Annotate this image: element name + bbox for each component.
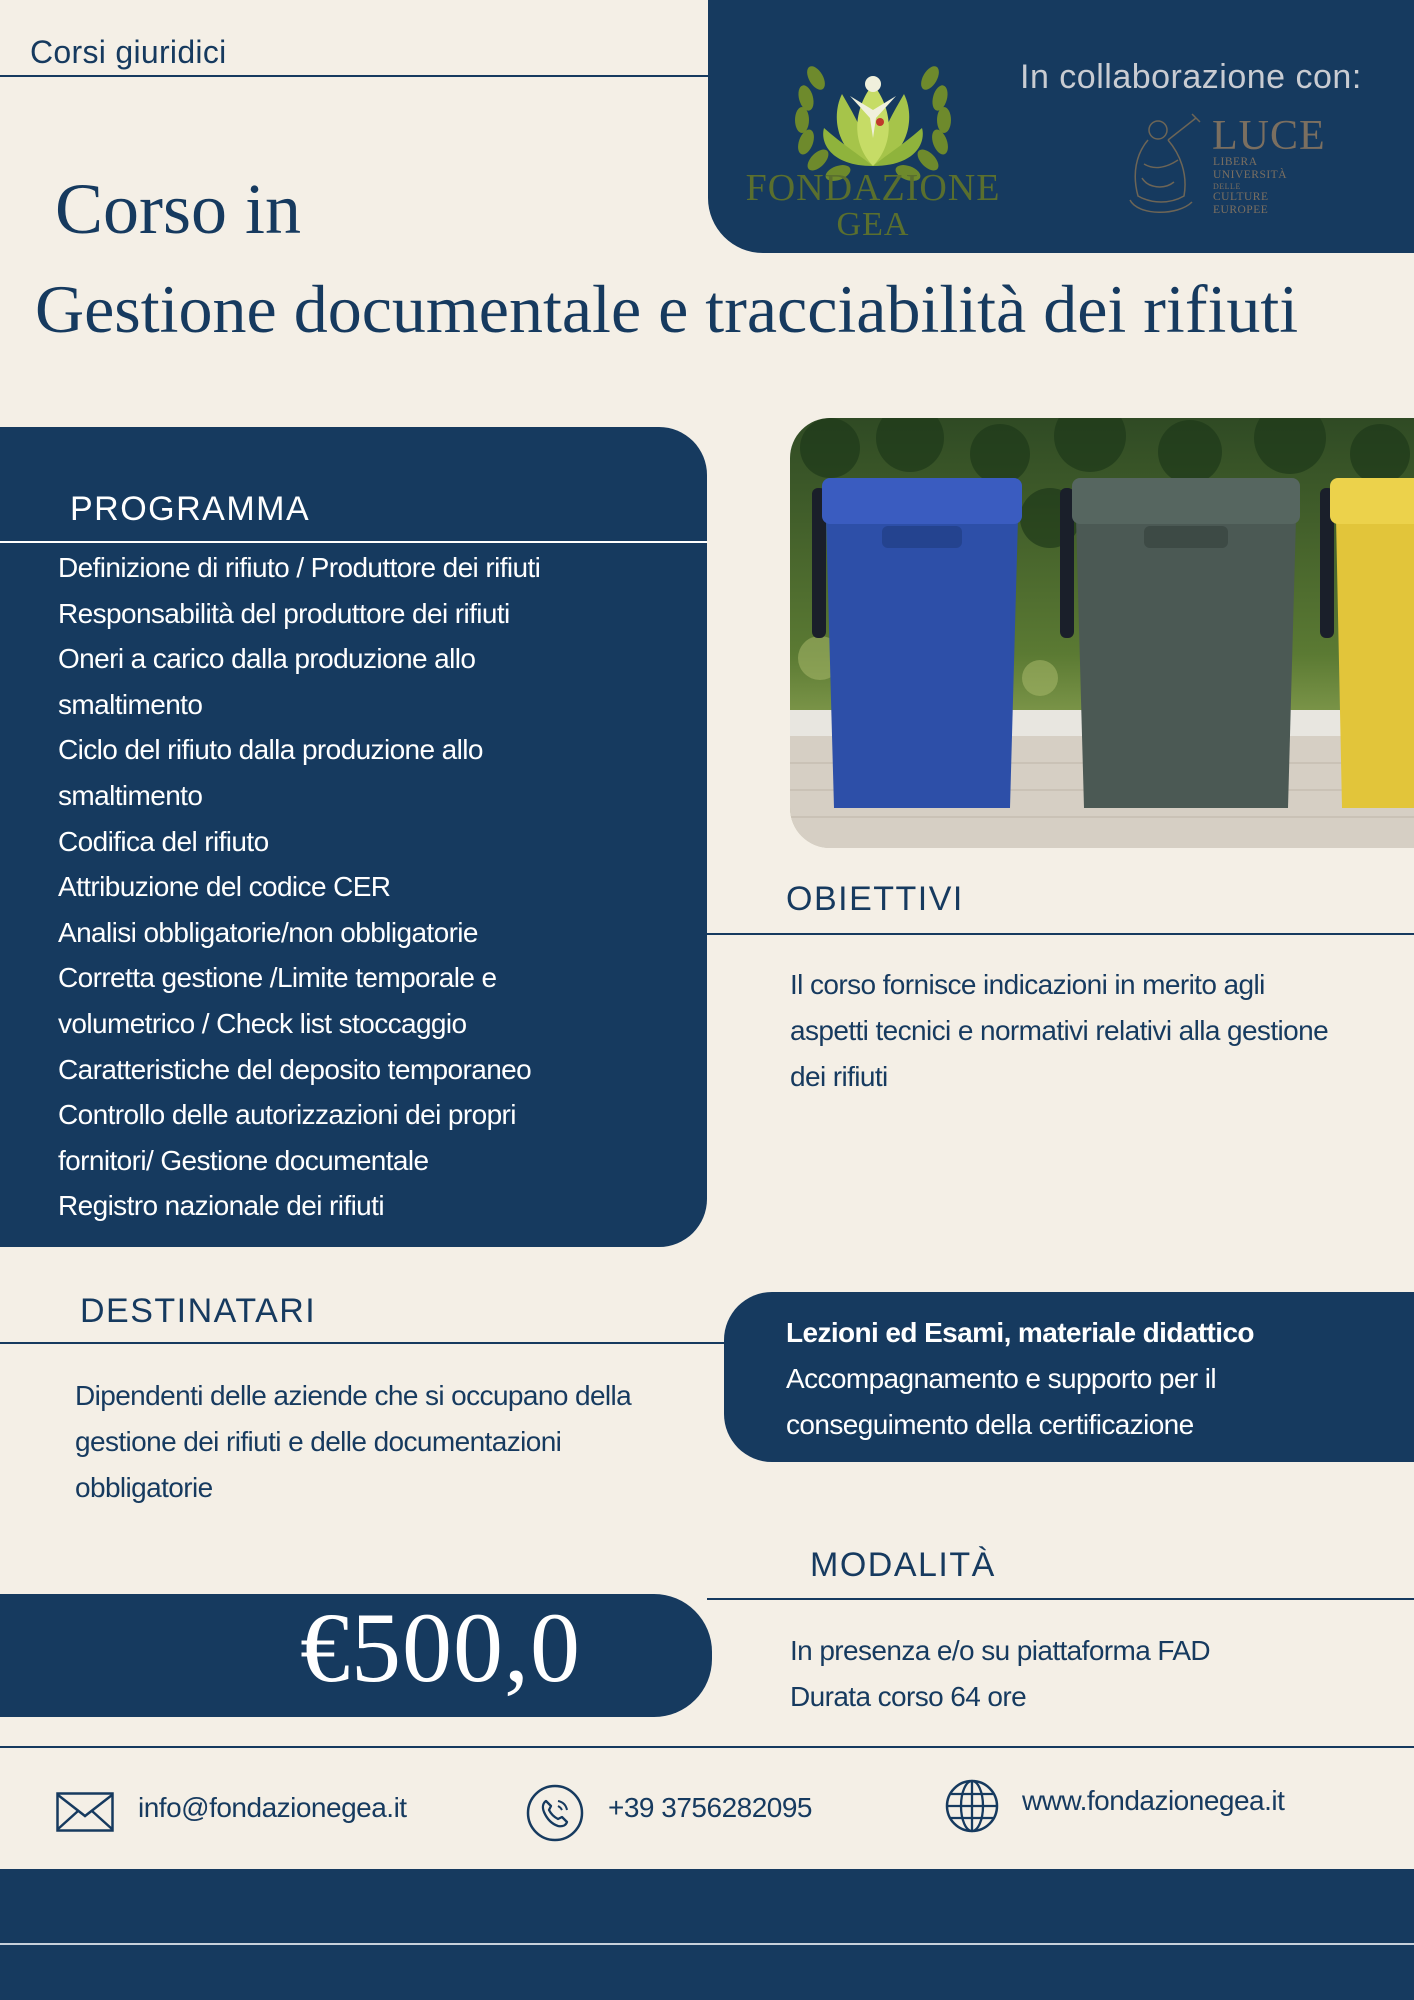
obiettivi-text: Il corso fornisce indicazioni in merito agli aspetti tecnici e normativi relativi alla gestione dei rifiuti <box>790 969 1329 1092</box>
modalita-line: In presenza e/o su piattaforma FAD <box>790 1635 1211 1666</box>
programma-item: Responsabilità del produttore dei rifiuti <box>58 597 510 629</box>
logo-word-fondazione: FONDAZIONE <box>745 167 1001 209</box>
course-title-line-2: Gestione documentale e tracciabilità dei rifiuti <box>35 271 1299 347</box>
recycling-bins-photo <box>790 418 1414 848</box>
header-divider <box>0 75 708 77</box>
footer-divider <box>0 1943 1414 1945</box>
partner-sub-line: DELLE <box>1213 182 1241 191</box>
programma-item: smaltimento <box>58 779 203 811</box>
obiettivi-divider <box>707 933 1414 935</box>
course-category: Corsi giuridici <box>30 34 227 70</box>
programma-item: Ciclo del rifiuto dalla produzione allo <box>58 734 483 766</box>
modalita-text <box>790 1628 1390 1720</box>
mail-icon <box>56 1792 114 1832</box>
phone-icon <box>526 1784 584 1842</box>
programma-item: smaltimento <box>58 688 203 720</box>
partner-sub-line: CULTURE <box>1213 191 1269 203</box>
contact-email-link[interactable]: info@fondazionegea.it <box>138 1792 407 1823</box>
contact-phone-link[interactable]: +39 3756282095 <box>608 1792 812 1823</box>
obiettivi-heading: OBIETTIVI <box>786 880 964 918</box>
programma-list <box>58 545 688 1229</box>
programma-item: Definizione di rifiuto / Produttore dei rifiuti <box>58 552 541 583</box>
partner-sub-line: LIBERA <box>1213 156 1258 168</box>
destinatari-divider <box>0 1342 724 1344</box>
inclusions-headline: Lezioni ed Esami, materiale didattico <box>786 1317 1254 1348</box>
recycling-bins-illustration <box>790 418 1414 848</box>
programma-item: Corretta gestione /Limite temporale e <box>58 962 497 994</box>
programma-item: volumetrico / Check list stoccaggio <box>58 1007 467 1039</box>
programma-item: Analisi obbligatorie/non obbligatorie <box>58 916 478 948</box>
destinatari-text: Dipendenti delle aziende che si occupano della gestione dei rifiuti e delle documentazioni obbligatorie <box>75 1380 632 1503</box>
partner-sub-line: EUROPEE <box>1213 204 1269 216</box>
footer-band <box>0 1869 1414 2000</box>
course-title-line-1: Corso in <box>55 169 302 249</box>
contact-divider <box>0 1746 1414 1748</box>
programma-item: Oneri a carico dalla produzione allo <box>58 643 476 675</box>
partner-sub-line: UNIVERSITÀ <box>1213 169 1287 181</box>
logo-word-gea: GEA <box>836 206 910 243</box>
globe-icon <box>944 1778 1000 1834</box>
modalita-line: Durata corso 64 ore <box>790 1681 1027 1712</box>
luce-emblem-icon <box>1108 104 1208 224</box>
inclusions-text: Accompagnamento e supporto per il conseguimento della certificazione <box>786 1363 1217 1440</box>
course-price: €500,0 <box>300 1592 581 1703</box>
programma-item: fornitori/ Gestione documentale <box>58 1144 429 1176</box>
modalita-heading: MODALITÀ <box>810 1546 996 1584</box>
contact-website-link[interactable]: www.fondazionegea.it <box>1022 1785 1285 1816</box>
partner-subtitle <box>1213 156 1287 217</box>
destinatari-heading: DESTINATARI <box>80 1292 317 1330</box>
modalita-divider <box>707 1598 1414 1600</box>
programma-item: Controllo delle autorizzazioni dei propri <box>58 1099 516 1131</box>
programma-divider <box>0 541 707 543</box>
programma-item: Caratteristiche del deposito temporaneo <box>58 1053 532 1085</box>
partner-name: LUCE <box>1212 113 1326 159</box>
programma-item: Registro nazionale dei rifiuti <box>58 1190 384 1222</box>
programma-item: Attribuzione del codice CER <box>58 871 391 903</box>
programma-heading: PROGRAMMA <box>70 490 311 528</box>
collaboration-label: In collaborazione con: <box>1020 58 1362 96</box>
programma-item: Codifica del rifiuto <box>58 825 269 857</box>
